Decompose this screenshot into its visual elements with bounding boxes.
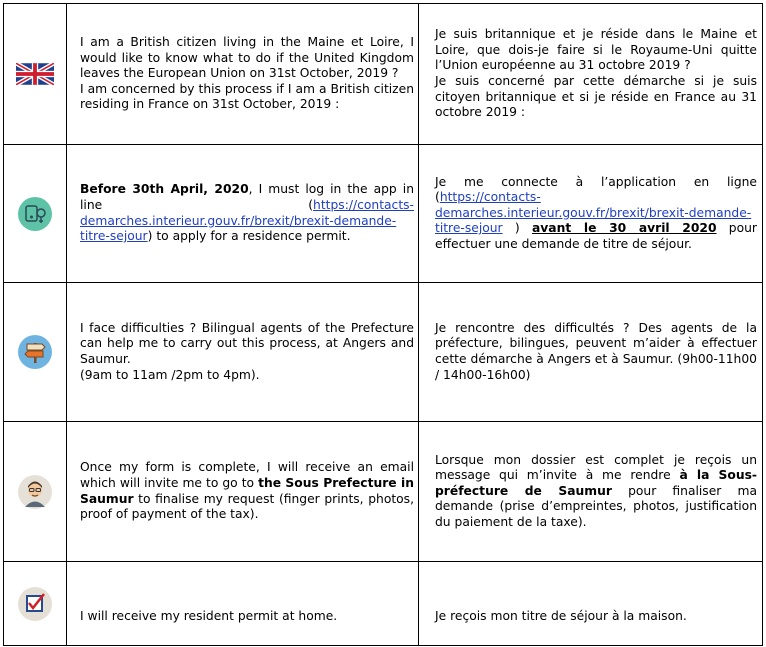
signpost-icon bbox=[17, 334, 53, 370]
table-row bbox=[4, 283, 763, 422]
french-cell bbox=[419, 4, 763, 145]
checked-box-icon bbox=[17, 586, 53, 622]
location-text: the Sous Prefecture in Saumur bbox=[80, 475, 414, 506]
deadline-text: avant le 30 avril 2020 bbox=[531, 221, 717, 236]
french-cell bbox=[419, 283, 763, 422]
french-text: Je suis concerné par cette démarche si je suis citoyen britannique et si je réside en France au 31 octobre 2019 : bbox=[435, 74, 757, 120]
french-text: Je suis britannique et je réside dans le Maine et Loire, que dois-je faire si le Royaume-Uni quitte l’Union européenne au 31 octobre 2019 ? bbox=[435, 27, 757, 73]
bilingual-brexit-table bbox=[3, 3, 763, 646]
table-row bbox=[4, 4, 763, 145]
agent-avatar-icon bbox=[17, 474, 53, 510]
uk-flag-icon bbox=[16, 63, 54, 85]
table-row bbox=[4, 145, 763, 283]
english-cell bbox=[67, 283, 419, 422]
french-text: Je reçois mon titre de séjour à la maison. bbox=[435, 608, 687, 623]
english-text: I will receive my resident permit at home. bbox=[80, 608, 338, 623]
icon-cell bbox=[4, 562, 67, 646]
french-cell: Lorsque mon dossier est complet je reçois un message qui m’invite à me rendre à la Sous-préfecture de Saumur pour finaliser ma demande (prise d’empreintes, photos, justification du paiement de la taxe). bbox=[419, 422, 763, 562]
login-icon bbox=[17, 196, 53, 232]
icon-cell bbox=[4, 283, 67, 422]
icon-cell bbox=[4, 145, 67, 283]
english-text: I am concerned by this process if I am a British citizen residing in France on 31st October, 2019 : bbox=[80, 81, 414, 112]
location-text: à la Sous-préfecture de Saumur bbox=[435, 468, 758, 498]
application-link[interactable]: https://contacts-demarches.interieur.gouv.fr/brexit/brexit-demande-titre-sejour bbox=[80, 197, 414, 244]
french-cell: Je me connecte à l’application en ligne (https://contacts-demarches.interieur.gouv.fr/brexit/brexit-demande-titre-sejour ) avant le 30 avril 2020 pour effectuer une demande de titre de séjour. bbox=[419, 145, 763, 283]
icon-cell bbox=[4, 4, 67, 145]
icon-cell bbox=[4, 422, 67, 562]
application-link[interactable]: https://contacts-demarches.interieur.gouv.fr/brexit/brexit-demande-titre-sejour bbox=[435, 190, 752, 236]
english-cell bbox=[67, 562, 419, 646]
english-cell: Before 30th April, 2020, I must log in the app in line (https://contacts-demarches.interieur.gouv.fr/brexit/brexit-demande-titre-sejour) to apply for a residence permit. bbox=[67, 145, 419, 283]
english-cell bbox=[67, 4, 419, 145]
english-cell: Once my form is complete, I will receive an email which will invite me to go to the Sous Prefecture in Saumur to finalise my request (finger prints, photos, proof of payment of the tax). bbox=[67, 422, 419, 562]
english-text: I face difficulties ? Bilingual agents of the Prefecture can help me to carry out this process, at Angers and Saumur. bbox=[80, 320, 414, 366]
english-text: I am a British citizen living in the Maine et Loire, I would like to know what to do if the United Kingdom leaves the European Union on 31st October, 2019 ? bbox=[80, 35, 414, 81]
table-row bbox=[4, 562, 763, 646]
french-cell bbox=[419, 562, 763, 646]
deadline-text: Before 30th April, 2020 bbox=[80, 182, 249, 197]
table-row bbox=[4, 422, 763, 562]
french-text: Je rencontre des difficultés ? Des agents de la préfecture, bilingues, peuvent m’aider à effectuer cette démarche à Angers et à Saumur. (9h00-11h00 / 14h00-16h00) bbox=[435, 320, 757, 382]
english-text: (9am to 11am /2pm to 4pm). bbox=[80, 367, 260, 382]
